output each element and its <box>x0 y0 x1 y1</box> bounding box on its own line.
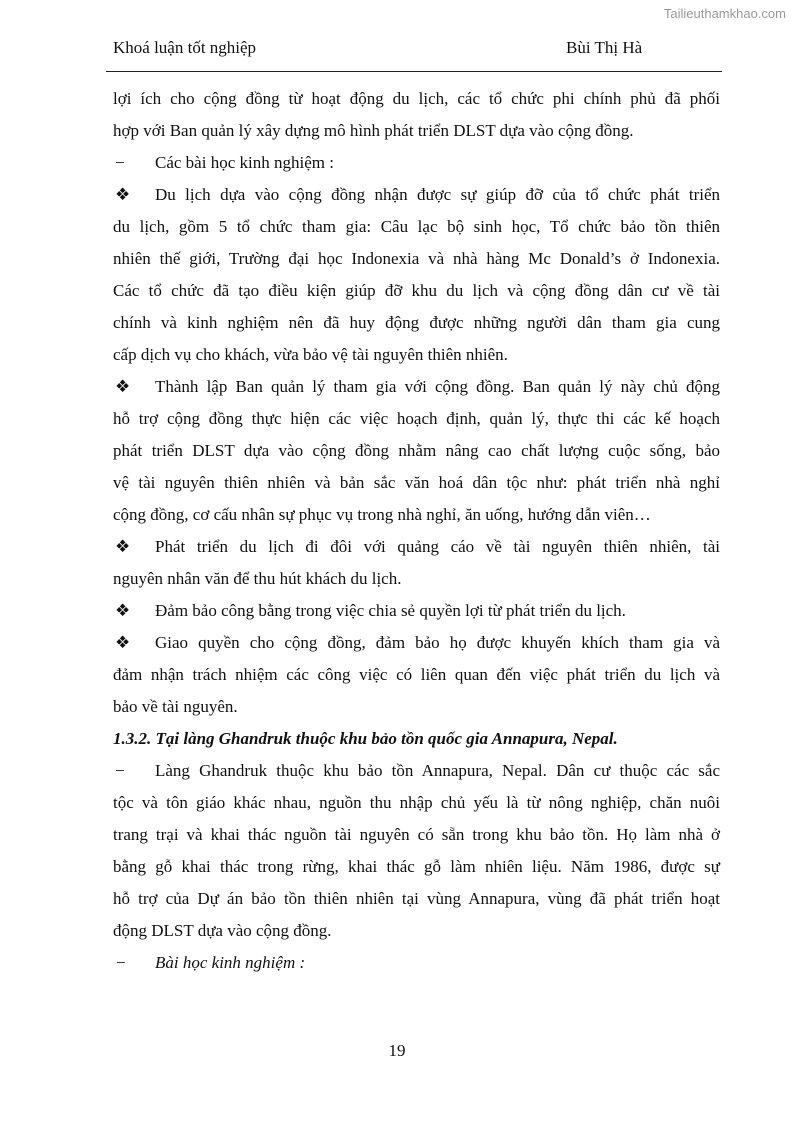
line-text: cấp dịch vụ cho khách, vừa bảo vệ tài nguyên thiên nhiên. <box>113 345 508 364</box>
text-line <box>113 915 720 947</box>
line-text: Phát triển du lịch đi đôi với quảng cáo về tài nguyên thiên nhiên, tài <box>155 537 720 556</box>
line-text: hỗ trợ cộng đồng thực hiện các việc hoạch định, quản lý, thực thi các kế hoạch <box>113 409 720 428</box>
line-text: lợi ích cho cộng đồng từ hoạt động du lịch, các tổ chức phi chính phủ đã phối <box>113 89 720 108</box>
line-text: bằng gỗ khai thác trong rừng, khai thác gỗ làm nhiên liệu. Năm 1986, được sự <box>113 857 720 876</box>
text-line <box>113 307 720 339</box>
diamond-bullet-icon: ❖ <box>115 633 131 652</box>
line-text: đảm nhận trách nhiệm các công việc có liên quan đến việc phát triển du lịch và <box>113 665 720 684</box>
text-line <box>113 947 720 979</box>
header-title: Khoá luận tốt nghiệp <box>113 38 257 57</box>
text-line <box>113 787 720 819</box>
line-text: Làng Ghandruk thuộc khu bảo tồn Annapura, Nepal. Dân cư thuộc các sắc <box>155 761 720 780</box>
line-text: Giao quyền cho cộng đồng, đảm bảo họ được khuyến khích tham gia và <box>155 633 720 652</box>
text-line <box>113 883 720 915</box>
text-line <box>113 339 720 371</box>
dash-bullet-icon: − <box>115 953 127 972</box>
diamond-bullet-icon: ❖ <box>115 185 131 204</box>
text-line <box>113 435 720 467</box>
line-text: Các tổ chức đã tạo điều kiện giúp đỡ khu du lịch và cộng đồng dân cư về tài <box>113 281 720 300</box>
line-text: nguyên nhân văn để thu hút khách du lịch. <box>113 569 402 588</box>
text-line <box>113 275 720 307</box>
text-line <box>113 179 720 211</box>
text-line <box>113 211 720 243</box>
text-line <box>113 147 720 179</box>
line-text: Đảm bảo công bằng trong việc chia sẻ quyền lợi từ phát triển du lịch. <box>155 601 626 620</box>
dash-bullet-icon: − <box>115 761 125 780</box>
document-body <box>113 83 720 979</box>
line-text: vệ tài nguyên thiên nhiên và bản sắc văn hoá dân tộc như: phát triển nhà nghỉ <box>113 473 720 492</box>
section-heading <box>113 723 720 755</box>
line-text: du lịch, gồm 5 tổ chức tham gia: Câu lạc bộ sinh học, Tổ chức bảo tồn thiên <box>113 217 720 236</box>
text-line <box>113 115 720 147</box>
text-line <box>113 563 720 595</box>
line-text: Du lịch dựa vào cộng đồng nhận được sự giúp đỡ của tổ chức phát triển <box>155 185 720 204</box>
text-line <box>113 371 720 403</box>
line-text: chính và kinh nghiệm nên đã huy động được những người dân tham gia cung <box>113 313 720 332</box>
header-rule <box>106 71 722 72</box>
text-line <box>113 83 720 115</box>
line-text: Thành lập Ban quản lý tham gia với cộng đồng. Ban quản lý này chủ động <box>155 377 720 396</box>
text-line <box>113 691 720 723</box>
line-text: cộng đồng, cơ cấu nhân sự phục vụ trong nhà nghỉ, ăn uống, hướng dẫn viên… <box>113 505 651 524</box>
line-text: Bài học kinh nghiệm : <box>155 953 306 972</box>
text-line <box>113 499 720 531</box>
text-line <box>113 627 720 659</box>
line-text: nhiên thế giới, Trường đại học Indonexia và nhà hàng Mc Donald’s ở Indonexia. <box>113 249 720 268</box>
diamond-bullet-icon: ❖ <box>115 601 131 620</box>
watermark: Tailieuthamkhao.com <box>663 6 786 21</box>
line-text: hỗ trợ của Dự án bảo tồn thiên nhiên tại vùng Annapura, vùng đã phát triển hoạt <box>113 889 720 908</box>
text-line <box>113 403 720 435</box>
text-line <box>113 851 720 883</box>
text-line <box>113 467 720 499</box>
text-line <box>113 243 720 275</box>
line-text: trang trại và khai thác nguồn tài nguyên có sẵn trong khu bảo tồn. Họ làm nhà ở <box>113 825 720 844</box>
line-text: tộc và tôn giáo khác nhau, nguồn thu nhập chủ yếu là từ nông nghiệp, chăn nuôi <box>113 793 720 812</box>
text-line <box>113 755 720 787</box>
text-line <box>113 819 720 851</box>
line-text: phát triển DLST dựa vào cộng đồng nhằm nâng cao chất lượng cuộc sống, bảo <box>113 441 720 460</box>
line-text: Các bài học kinh nghiệm : <box>155 153 334 172</box>
text-line <box>113 659 720 691</box>
line-text: 1.3.2. Tại làng Ghandruk thuộc khu bảo tồn quốc gia Annapura, Nepal. <box>113 729 618 748</box>
page-number: 19 <box>388 1041 406 1060</box>
text-line <box>113 595 720 627</box>
diamond-bullet-icon: ❖ <box>115 377 131 396</box>
text-line <box>113 531 720 563</box>
dash-bullet-icon: − <box>115 153 125 172</box>
line-text: động DLST dựa vào cộng đồng. <box>113 921 332 940</box>
header-author: Bùi Thị Hà <box>566 38 643 57</box>
line-text: bảo về tài nguyên. <box>113 697 238 716</box>
diamond-bullet-icon: ❖ <box>115 537 131 556</box>
line-text: hợp với Ban quản lý xây dựng mô hình phát triển DLST dựa vào cộng đồng. <box>113 121 634 140</box>
